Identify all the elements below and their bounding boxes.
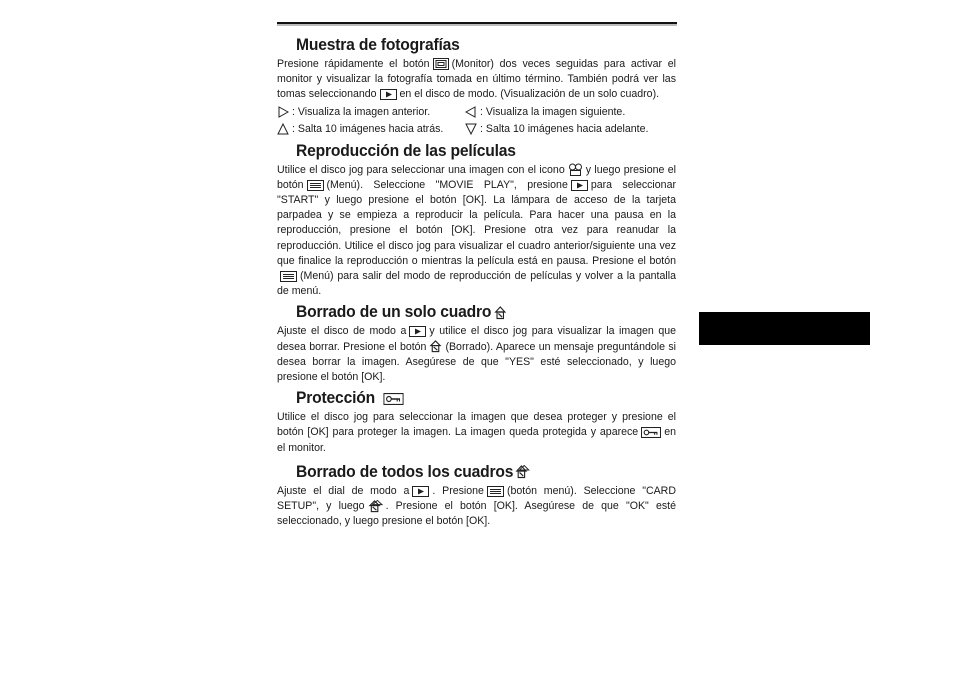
section-title-row	[296, 462, 646, 482]
triangle-down-icon	[465, 123, 477, 135]
play-mode-icon	[409, 326, 426, 337]
menu-icon	[307, 180, 324, 191]
section-body: Ajuste el disco de modo a y utilice el disco jog para visualizar la imagen que desea borrar. Presione el botón (Borrado). Aparece un mensaje preguntándole si desea borrar la imagen. Asegúrese de que "YES" esté seleccionado, y luego presione el botón [OK].	[277, 325, 677, 384]
monitor-icon	[433, 58, 449, 70]
section-title-row	[296, 388, 646, 408]
erase-all-icon	[368, 500, 383, 513]
section-body: Ajuste el dial de modo a . Presione (botón menú). Seleccione "CARD SETUP", y luego . Presione el botón [OK]. Asegúrese de que "OK" esté seleccionado, y luego presione el botón [OK].	[277, 484, 676, 528]
section-title: Reproducción de las películas	[296, 140, 516, 160]
menu-icon	[487, 486, 504, 497]
erase-icon	[494, 306, 507, 320]
section-proteccion	[277, 388, 676, 456]
section-title: Borrado de un solo cuadro	[296, 302, 492, 322]
triangle-left-icon	[465, 106, 477, 118]
erase-all-icon	[515, 465, 530, 479]
section-title: Muestra de fotografías	[296, 35, 460, 54]
section-body: Presione rápidamente el botón (Monitor) dos veces seguidas para activar el monitor y visualizar la fotografía tomada en último término. También podrá ver las tomas seleccionando en el disco de modo. (Visualización de un solo cuadro).	[277, 58, 676, 101]
section-title: Borrado de todos los cuadros	[296, 461, 514, 481]
section-reproduccion	[277, 141, 676, 300]
chapter-tab	[699, 312, 870, 345]
section-muestra	[277, 35, 676, 138]
movie-icon	[568, 163, 583, 177]
play-mode-icon	[412, 486, 429, 497]
section-title-row	[296, 302, 646, 322]
section-borrado-uno	[277, 302, 676, 385]
navigation-legend: : Visualiza la imagen anterior. : Visualiza la imagen siguiente. : Salta 10 imágenes hacia atrás. : Salta 10 imágenes hacia adelante.	[277, 104, 676, 138]
protect-key-icon	[641, 427, 661, 438]
play-mode-icon	[380, 89, 397, 100]
menu-icon	[280, 271, 297, 282]
section-title: Protección	[296, 388, 375, 408]
section-body: Utilice el disco jog para seleccionar la imagen que desea proteger y presione el botón [OK] para proteger la imagen. La imagen queda protegida y aparece en el monitor.	[277, 411, 676, 454]
triangle-right-icon	[277, 106, 289, 118]
section-borrado-todos	[277, 462, 676, 530]
erase-icon	[429, 340, 442, 353]
top-rule	[277, 22, 677, 26]
content-column	[277, 35, 676, 532]
protect-key-icon	[383, 393, 403, 405]
play-mode-icon	[571, 180, 588, 191]
triangle-up-icon	[277, 123, 289, 135]
section-body: Utilice el disco jog para seleccionar una imagen con el icono y luego presione el botón (Menú). Seleccione "MOVIE PLAY", presione para seleccionar "START" y luego presione el botón [OK]. La lámpara de acceso de la tarjeta parpadea y se empieza a reproducir la película. Para hacer una pausa en la reproducción, presione el botón [OK]. Presione otra vez para reanudar la reproducción. Utilice el disco jog para visualizar el cuadro anterior/siguiente una vez que finalice la reproducción o mientras la película está en pausa. Presione el botón(Menú) para salir del modo de reproducción de películas y volver a la pantalla de menú.	[277, 163, 677, 298]
